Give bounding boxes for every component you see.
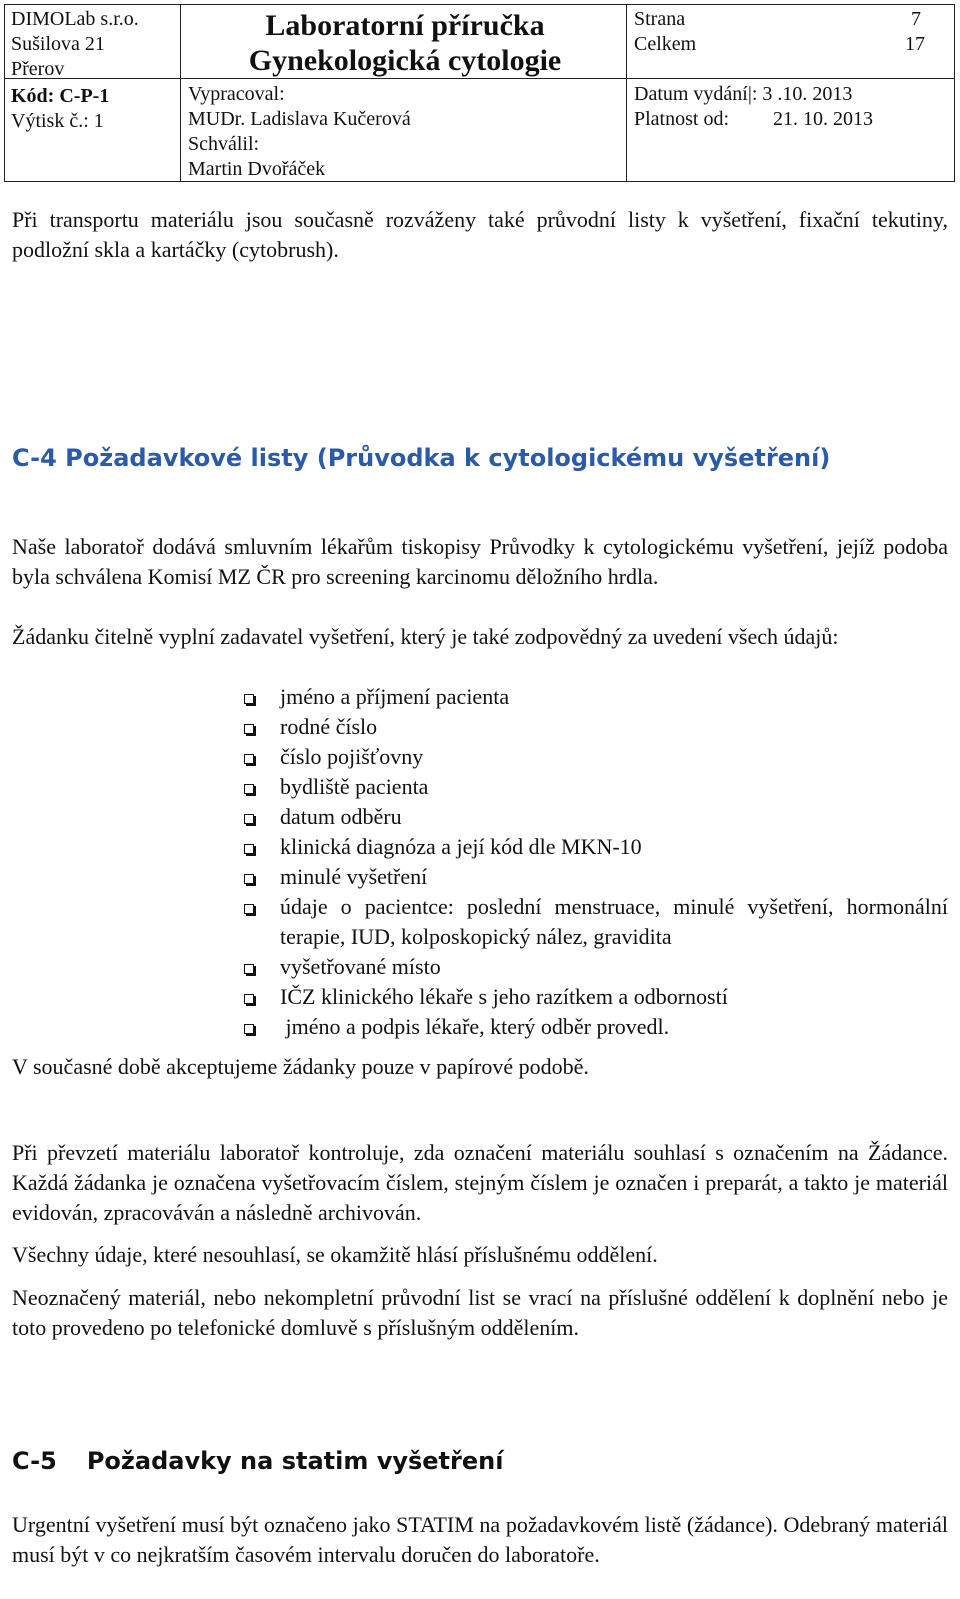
section-heading-c4: C-4 Požadavkové listy (Průvodka k cytologickému vyšetření) — [12, 444, 831, 472]
list-item: vyšetřované místo — [0, 952, 960, 982]
checkbox-bullet-icon — [244, 724, 254, 734]
checkbox-bullet-icon — [244, 994, 254, 1004]
valid-date: 21. 10. 2013 — [773, 108, 873, 130]
required-fields-list — [0, 682, 960, 1042]
total-pages: 17 — [905, 33, 925, 55]
c4-paragraph: Žádanku čitelně vyplní zadavatel vyšetření, který je také zodpovědný za uvedení všech údajů: — [12, 624, 839, 649]
c4-paragraph: Všechny údaje, které nesouhlasí, se okamžitě hlásí příslušnému oddělení. — [12, 1242, 658, 1267]
document-code: Kód: C-P-1 — [11, 85, 110, 107]
list-item: bydliště pacienta — [0, 772, 960, 802]
header-divider — [180, 5, 181, 181]
company-name: DIMOLab s.r.o. — [11, 8, 139, 30]
page-label: Strana — [634, 8, 686, 30]
section-title: Požadavky na statim vyšetření — [86, 1447, 504, 1475]
list-item: údaje o pacientce: poslední menstruace, minulé vyšetření, hormonální terapie, IUD, kolposkopický nález, gravidita — [0, 892, 960, 952]
total-label: Celkem — [634, 33, 697, 55]
checkbox-bullet-icon — [244, 874, 254, 884]
document-title: Laboratorní příručka — [265, 9, 545, 42]
list-item: minulé vyšetření — [0, 862, 960, 892]
list-item: IČZ klinického lékaře s jeho razítkem a odborností — [0, 982, 960, 1012]
checkbox-bullet-icon — [244, 694, 254, 704]
page-number: 7 — [911, 8, 921, 30]
list-item: datum odběru — [0, 802, 960, 832]
intro-paragraph: Při transportu materiálu jsou současně rozváženy také průvodní listy k vyšetření, fixační tekutiny, podložní skla a kartáčky (cytobrush). — [12, 207, 948, 262]
company-street: Sušilova 21 — [11, 33, 105, 55]
checkbox-bullet-icon — [244, 964, 254, 974]
document-header — [4, 4, 955, 182]
checkbox-bullet-icon — [244, 754, 254, 764]
c5-paragraph: Urgentní vyšetření musí být označeno jako STATIM na požadavkovém listě (žádance). Odebraný materiál musí být v co nejkratším časovém intervalu doručen do laboratoře. — [12, 1512, 948, 1567]
issue-date: Datum vydání|: 3 .10. 2013 — [634, 83, 853, 105]
valid-label: Platnost od: — [634, 108, 730, 130]
list-item: číslo pojišťovny — [0, 742, 960, 772]
list-item: jméno a příjmení pacienta — [0, 682, 960, 712]
section-heading-c5 — [12, 1447, 503, 1475]
approved-by: Martin Dvořáček — [188, 158, 326, 180]
section-number: C-5 — [12, 1447, 57, 1475]
c4-paragraph: V současné době akceptujeme žádanky pouze v papírové podobě. — [12, 1054, 589, 1079]
approved-label: Schválil: — [188, 133, 260, 155]
prepared-label: Vypracoval: — [188, 83, 285, 105]
c4-paragraph: Neoznačený materiál, nebo nekompletní průvodní list se vrací na příslušné oddělení k doplnění nebo je toto provedeno po telefonické domluvě s příslušným oddělením. — [12, 1285, 948, 1340]
header-divider — [5, 78, 954, 79]
copy-number: Výtisk č.: 1 — [11, 110, 104, 132]
c4-paragraph: Naše laboratoř dodává smluvním lékařům tiskopisy Průvodky k cytologickému vyšetření, jejíž podoba byla schválena Komisí MZ ČR pro screening karcinomu děložního hrdla. — [12, 534, 948, 589]
prepared-by: MUDr. Ladislava Kučerová — [188, 108, 411, 130]
header-divider — [626, 5, 627, 181]
list-item: rodné číslo — [0, 712, 960, 742]
company-city: Přerov — [11, 58, 65, 80]
checkbox-bullet-icon — [244, 1024, 254, 1034]
document-subtitle: Gynekologická cytologie — [248, 44, 562, 77]
checkbox-bullet-icon — [244, 784, 254, 794]
list-item: jméno a podpis lékaře, který odběr provedl. — [0, 1012, 960, 1042]
c4-paragraph: Při převzetí materiálu laboratoř kontroluje, zda označení materiálu souhlasí s označením na Žádance. Každá žádanka je označena vyšetřovacím číslem, stejným číslem je označen i preparát, a takto je materiál evidován, zpracováván a následně archivován. — [12, 1140, 948, 1225]
checkbox-bullet-icon — [244, 814, 254, 824]
checkbox-bullet-icon — [244, 904, 254, 914]
checkbox-bullet-icon — [244, 844, 254, 854]
list-item: klinická diagnóza a její kód dle MKN-10 — [0, 832, 960, 862]
